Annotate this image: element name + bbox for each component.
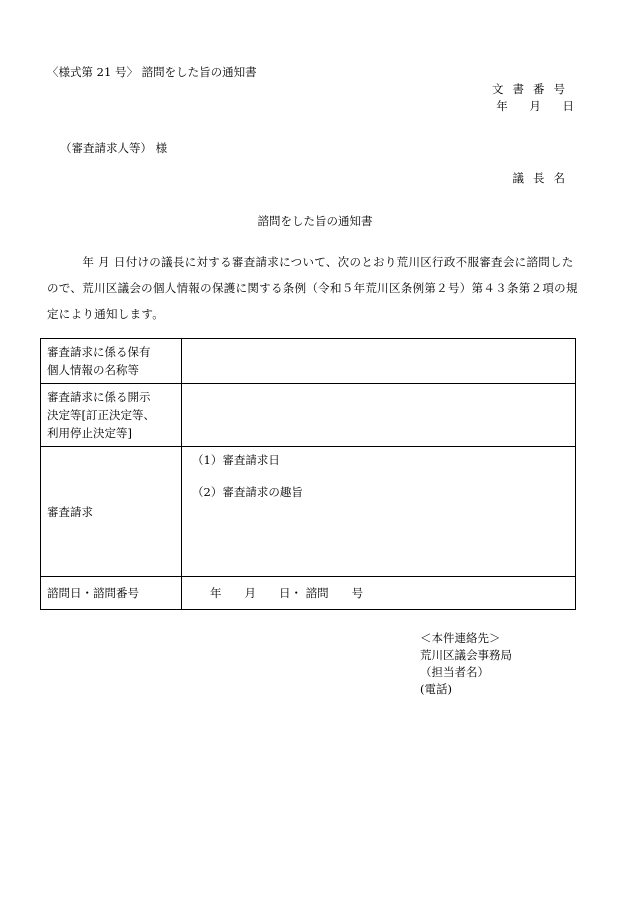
personal-info-name-label: 審査請求に係る保有 個人情報の名称等 [41,339,182,384]
document-number-label: 文書番号 [492,82,574,96]
notice-info-table [40,338,576,610]
notice-body-text: 年 月 日付けの議長に対する審査請求について、次のとおり荒川区行政不服審査会に諮問したので、荒川区議会の個人情報の保護に関する条例（令和５年荒川区条例第２号）第４３条第２項の規定により通知します。 [47,255,578,321]
disclosure-decision-value [182,384,576,447]
document-date-label: 年 月 日 [496,99,574,113]
document-title: 諮問をした旨の通知書 [257,214,373,228]
contact-phone: (電話) [420,682,452,696]
contact-block [420,630,512,698]
disclosure-decision-label: 審査請求に係る開示 決定等[訂正決定等、 利用停止決定等] [41,384,182,447]
chair-name-label: 議長名 [512,171,574,185]
consultation-date-number-value: 年 月 日・ 諮問 号 [182,577,576,610]
review-request-value [182,447,576,577]
review-request-purpose-item: （2）審査請求の趣旨 [192,485,303,499]
form-number: 〈様式第 21 号〉 諮問をした旨の通知書 [47,65,257,79]
table-row [41,447,576,577]
contact-person: （担当者名） [420,665,489,679]
contact-office: 荒川区議会事務局 [420,648,512,662]
addressee: （審査請求人等） 様 [60,141,168,155]
review-request-date-item: （1）審査請求日 [192,453,280,467]
personal-info-name-value [182,339,576,384]
consultation-date-number-label: 諮問日・諮問番号 [41,577,182,610]
table-row [41,577,576,610]
table-row [41,384,576,447]
review-request-label: 審査請求 [41,447,182,577]
contact-heading: ＜本件連絡先＞ [420,631,501,645]
table-row [41,339,576,384]
